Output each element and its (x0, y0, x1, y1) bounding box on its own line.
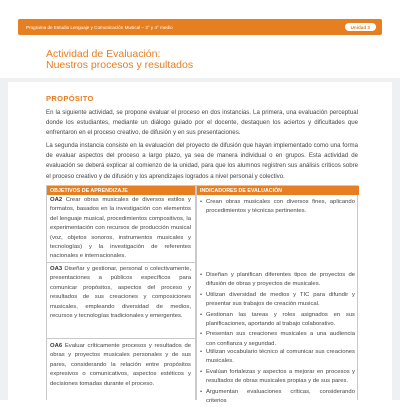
indicator-item: • Gestionan las tareas y roles asignados en sus planificaciones, aportando al trabajo colaborativo. (200, 311, 355, 330)
objective-code: OA6 (50, 343, 63, 349)
indicator-item: • Utilizan diversidad de medios y TIC para difundir y presentar sus trabajos de creación musical. (200, 291, 355, 310)
indicator-list-oa2 (200, 198, 355, 218)
indicators-column (197, 186, 359, 405)
section-heading-proposito: PROPÓSITO (46, 94, 94, 103)
indicator-item: • Presentan sus creaciones musicales a una audiencia con confianza y seguridad. (200, 330, 355, 349)
objective-code: OA2 (50, 197, 63, 203)
indicator-item: • Diseñan y planifican diferentes tipos de proyectos de difusión de obras y proyectos de musicales. (200, 271, 355, 290)
row-divider (47, 338, 195, 339)
objectives-column (47, 186, 195, 400)
purpose-paragraph-1: En la siguiente actividad, se propone evaluar el proceso en dos instancias. La primera, una evaluación perceptual donde los estudiantes, mediante un diálogo guiado por el docente, destaquen los aciertos y dificultades que enfrentaron en el proceso creativo, de difusión y en sus presentaciones. (46, 109, 358, 137)
indicator-item: • Evalúan fortalezas y aspectos a mejorar en procesos y resultados de obras musicales propias y de sus pares. (200, 368, 355, 387)
objective-oa6 (50, 342, 191, 389)
objective-text: Crear obras musicales de diversos estilos y formatos, basados en la investigación con elementos del lenguaje musical, procedimientos compositivos, la experimentación con recursos de producción musical (voz, objetos sonoros, instrumentos musicales y tecnologías) y la investigación de referentes nacionales e internacionales. (50, 197, 191, 260)
indicator-item: • Crean obras musicales con diversos fines, aplicando procedimientos y técnicas pertinentes. (200, 198, 355, 217)
purpose-paragraph-2: La segunda instancia consiste en la evaluación del proyecto de difusión que hayan implementado como una forma de evaluar aspectos del proceso a largo plazo, ya sea de manera individual o en grupos. Esta actividad de evaluación se deberá explicar al comienzo de la unidad, para que los alumnos registren sus análisis críticos sobre el proceso creativo y de difusión y los aprendizajes logrados a nivel personal y colectivo. (46, 142, 358, 180)
objective-oa3 (50, 265, 191, 321)
objective-text: Diseñar y gestionar, personal o colectivamente, presentaciones a públicos específicos para comunicar propósitos, aspectos del proceso y resultados de sus creaciones y composiciones musicales, empleando diversidad de medios, recursos y tecnologías tradicionales y emergentes. (50, 266, 191, 320)
indicator-item: • Argumentan evaluaciones críticas, considerando criterios (200, 388, 355, 407)
indicator-item: • Utilizan vocabulario técnico al comunicar sus creaciones musicales. (200, 348, 355, 367)
activity-title: Actividad de Evaluación: (46, 48, 161, 60)
objective-text: Evaluar críticamente procesos y resultados de obras y proyectos musicales personales y de sus pares, considerando la relación entre propósitos expresivos o comunicativos, aspectos estéticos y decisiones tomadas durante el proceso. (50, 343, 191, 387)
indicators-header: INDICADORES DE EVALUACIÓN (197, 186, 359, 195)
indicator-list-oa6 (200, 348, 355, 407)
program-header-bar (18, 19, 382, 35)
unit-badge: Unidad 3 (345, 23, 376, 31)
indicator-list-oa3 (200, 271, 355, 350)
objective-code: OA3 (50, 266, 63, 272)
objective-oa2 (50, 196, 191, 262)
activity-subtitle: Nuestros procesos y resultados (46, 59, 194, 71)
program-title: Programa de Estudio Lenguaje y Comunicación Musical – 3° y 4° medio (26, 24, 173, 30)
evaluation-table (46, 185, 358, 405)
objectives-header: OBJETIVOS DE APRENDIZAJE (47, 186, 195, 195)
row-divider (47, 262, 195, 263)
